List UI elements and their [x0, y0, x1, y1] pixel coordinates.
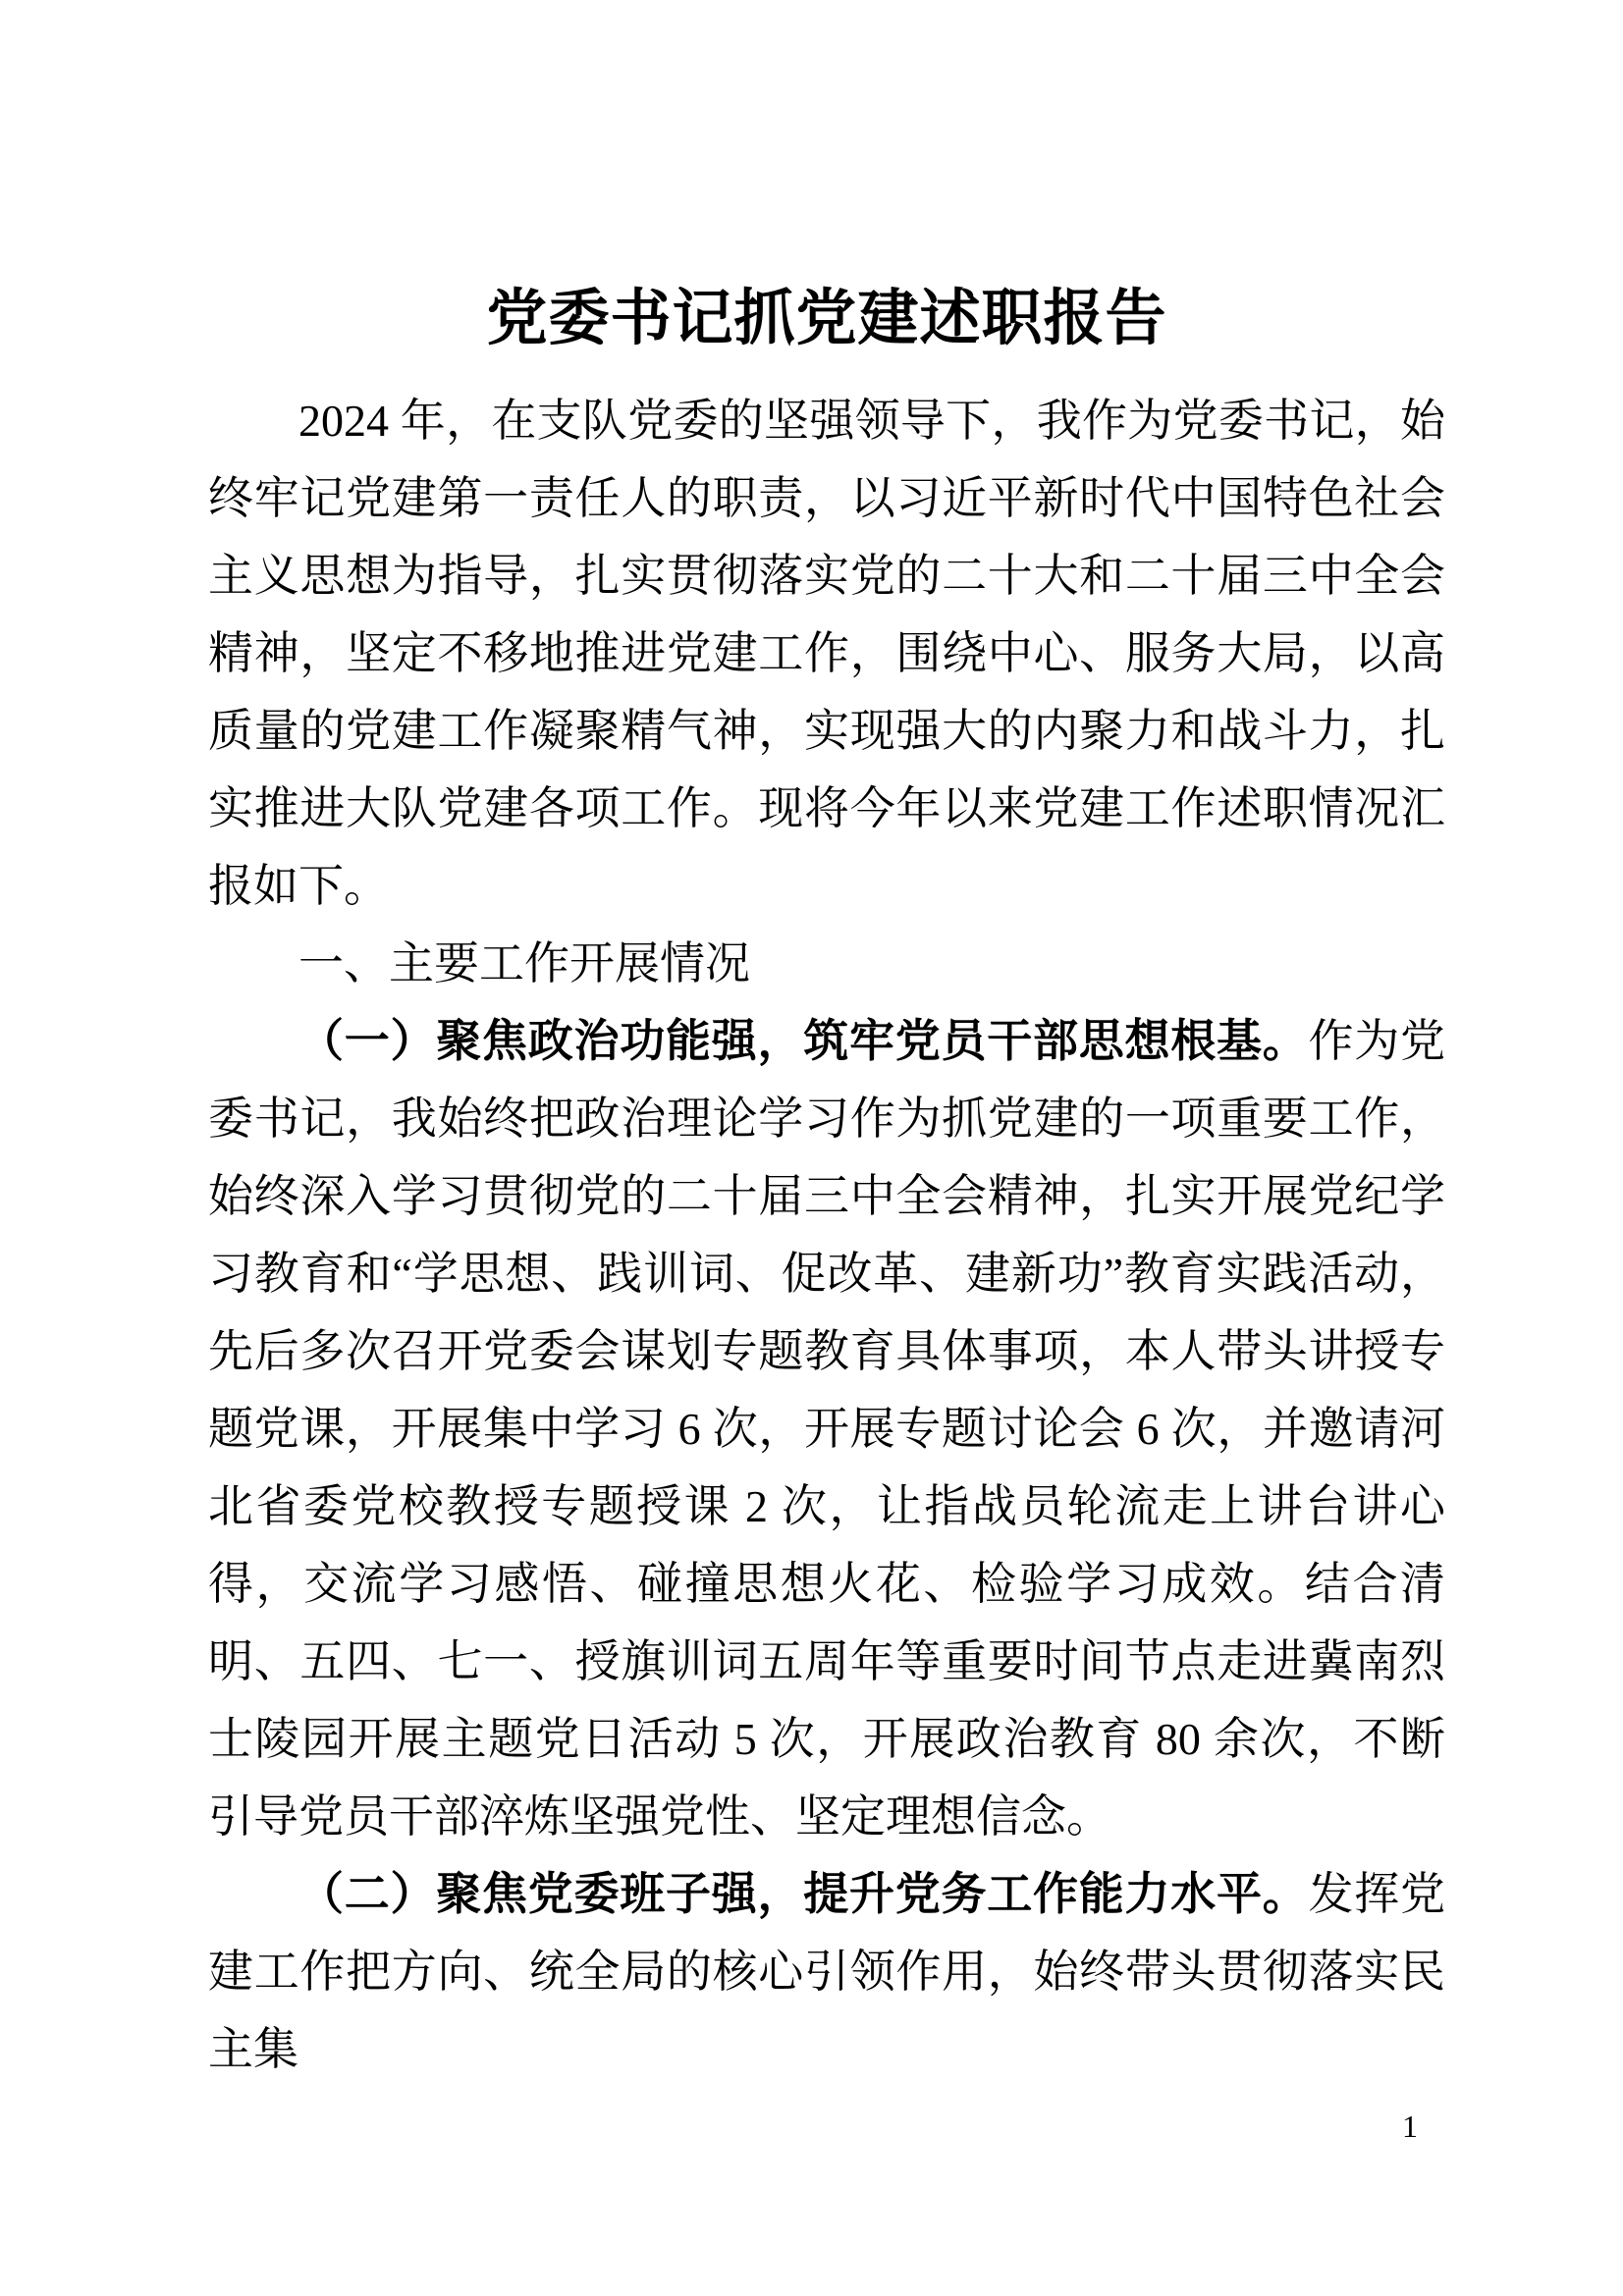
paragraph: 2024 年，在支队党委的坚强领导下，我作为党委书记，始终牢记党建第一责任人的职责，以习近平新时代中国特色社会主义思想为指导，扎实贯彻落实党的二十大和二十届三中全会精神，坚定不移地推进党建工作，围绕中心、服务大局，以高质量的党建工作凝聚精气神，实现强大的内聚力和战斗力，扎实推进大队党建各项工作。现将今年以来党建工作述职情况汇报如下。 [208, 396, 1445, 911]
paragraph: （二）聚焦党委班子强，提升党务工作能力水平。发挥党建工作把方向、统全局的核心引领作用，始终带头贯彻落实民主集 [208, 1868, 1445, 2074]
paragraph-bold-lead: （一）聚焦政治功能强，筑牢党员干部思想根基。 [298, 1015, 1309, 1066]
document-body [208, 382, 1445, 2088]
document-content [208, 280, 1445, 2088]
page-number: 1 [1402, 2109, 1418, 2144]
paragraph: （一）聚焦政治功能强，筑牢党员干部思想根基。作为党委书记，我始终把政治理论学习作为抓党建的一项重要工作，始终深入学习贯彻党的二十届三中全会精神，扎实开展党纪学习教育和“学思想、践训词、促改革、建新功”教育实践活动，先后多次召开党委会谋划专题教育具体事项，本人带头讲授专题党课，开展集中学习 6 次，开展专题讨论会 6 次，并邀请河北省委党校教授专题授课 2 次，让指战员轮流走上讲台讲心得，交流学习感悟、碰撞思想火花、检验学习成效。结合清明、五四、七一、授旗训词五周年等重要时间节点走进冀南烈士陵园开展主题党日活动 5 次，开展政治教育 80 余次，不断引导党员干部淬炼坚强党性、坚定理想信念。 [208, 1015, 1445, 1842]
document-title: 党委书记抓党建述职报告 [486, 285, 1167, 352]
section-heading: 一、主要工作开展情况 [298, 938, 750, 988]
paragraph-bold-lead: （二）聚焦党委班子强，提升党务工作能力水平。 [298, 1868, 1309, 1919]
